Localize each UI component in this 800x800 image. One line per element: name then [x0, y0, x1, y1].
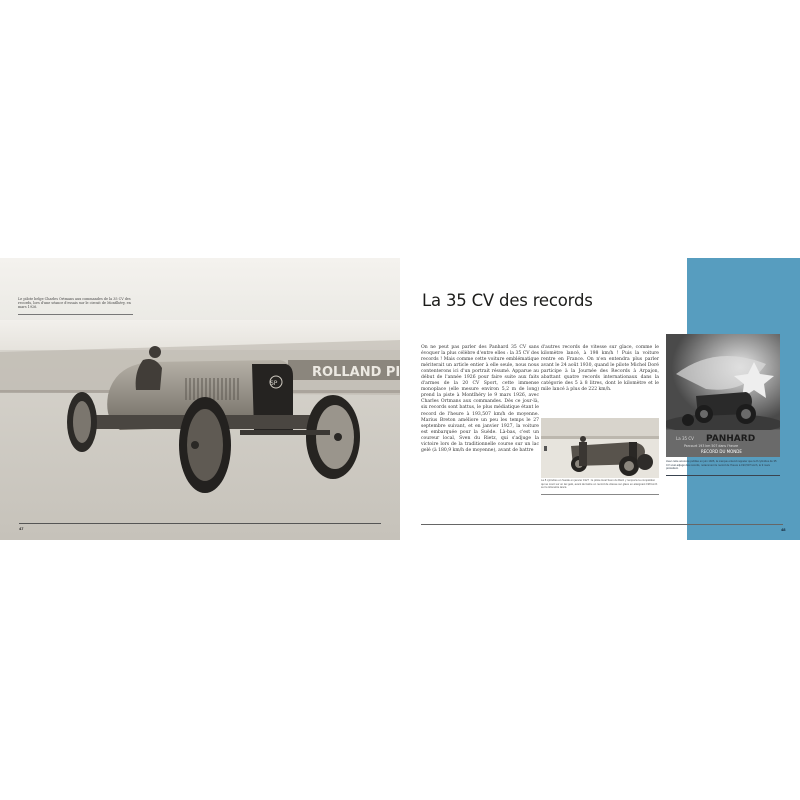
- body-text: On ne peut pas parler des Panhard 35 CV sans évoquer la plus célèbre d'entre elles : la 35 CV des records ! Mais comme cette voiture emblématique mériterait un article entier à elle seule, nous nous contenterons ici d'un portrait résumé. Apparue au début de l'année 1926 pour faire suite aux faits d'armes de la 20 CV Sport, cette immense monoplace (elle mesure environ 5,2 m de long) prend la piste à Montlhéry le 9 mars 1926, avec Charles Ortmans aux commandes. Dès ce jour-là, six records sont battus, le plus médiatique étant le record de l'heure à 193,507 km/h de moyenne. Marius Breton améliore un peu les temps le 27 septembre suivant, et en janvier 1927, la voiture est embarquée pour la Suède. Là-bas, c'est un coureur local, Sven du Rietz, qui s'adjuge la victoire lors de la traditionnelle course sur un lac gelé (à 180,9 km/h de moyenne), avant de battre: [421, 345, 539, 453]
- poster-caption: Avec cette annonce publiée en juin 1926, la marque entend rappeler que la 8 cylindres de 35 CV s'est adjugé des records, notamment le record de l'heure à 193,507 km/h, le 9 mars précédent.: [666, 460, 777, 471]
- body-text: d'autres records de vitesse sur glace, comme le kilomètre lancé, à 198 km/h ! Puis la voiture rentre en France. On n'en entendra plus parler avant le 24 août 1930, quand le pilote Michel Doré participe à la Journée des Records à Arpajon, abattant quatre records internationaux dans la catégorie des 5 à 8 litres, dont le kilomètre et le mile lancé à plus de 222 km/h.: [541, 345, 659, 393]
- text-column-2: [541, 345, 659, 393]
- folio-rule: [421, 524, 783, 525]
- caption-rule: [18, 314, 133, 315]
- left-photo-caption: Le pilote belge Charles Ortmans aux commandes de la 35 CV des records, lors d'une séance d'essais sur le circuit de Montlhéry, en mars 1926.: [18, 297, 131, 310]
- page-number-right: 48: [781, 527, 786, 532]
- race-car-photo: [0, 320, 400, 540]
- page-number-left: 47: [19, 526, 24, 531]
- right-page: [400, 258, 800, 540]
- panhard-advert-poster: [666, 334, 780, 457]
- text-column-1: [421, 345, 539, 454]
- left-page: [0, 258, 400, 540]
- svg-text:La 35 CV: La 35 CV: [676, 436, 694, 441]
- caption-rule: [666, 475, 780, 476]
- book-spread: [0, 258, 800, 540]
- sweden-ice-photo: [541, 418, 659, 478]
- svg-text:RECORD DU MONDE: RECORD DU MONDE: [701, 449, 742, 454]
- folio-rule: [19, 523, 381, 524]
- svg-text:PANHARD: PANHARD: [706, 434, 756, 444]
- svg-text:ROLLAND PI: ROLLAND PI: [312, 365, 400, 380]
- article-title: La 35 CV des records: [422, 291, 593, 310]
- inset-photo-caption: La 8 cylindres en Suède en janvier 1927 : le pilote local Sven du Rietz y remporte la compétition qui se court sur un lac gelé, avant de battre un record de vitesse sur glace en atteignant 198 km/h sur le kilomètre lancé.: [541, 479, 658, 490]
- svg-text:Parcourt 193 km 507 dans l'heu: Parcourt 193 km 507 dans l'heure: [684, 444, 739, 448]
- svg-text:SP: SP: [270, 380, 278, 387]
- caption-rule: [541, 494, 659, 495]
